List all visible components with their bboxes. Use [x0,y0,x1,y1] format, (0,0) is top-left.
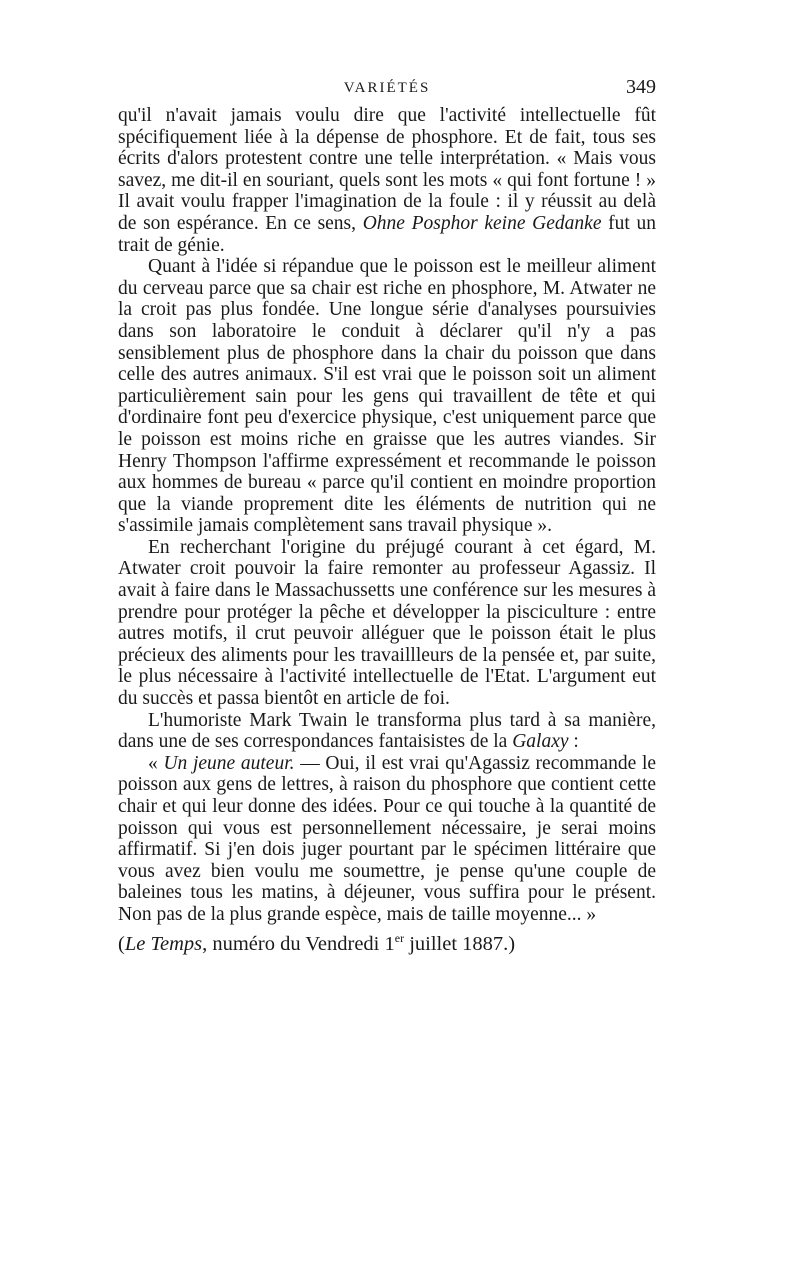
citation-source: Le Temps [124,932,203,955]
paragraph-4: L'humoriste Mark Twain le transforma plus tard à sa manière, dans une de ses correspondances fantaisistes de la Galaxy : [118,709,656,753]
italic-speaker: Un jeune auteur. [163,752,295,774]
page-number: 349 [626,76,656,98]
source-citation: (Le Temps, numéro du Vendredi 1er juillet 1887.) [118,930,516,955]
paragraph-2: Quant à l'idée si répandue que le poisson est le meilleur aliment du cerveau parce que sa chair est riche en phosphore, M. Atwater ne la croit pas plus fondée. Une longue série d'analyses poursuivies dans son laboratoire le conduit à déclarer qu'il n'y a pas sensiblement plus de phosphore dans la chair du poisson que dans celle des autres animaux. S'il est vrai que le poisson soit un aliment particulièrement sain pour les gens qui travaillent de tête et qui d'ordinaire font peu d'exercice physique, c'est uniquement parce que le poisson est moins riche en graisse que les autres viandes. Sir Henry Thompson l'affirme expressément et recommande le poisson aux hommes de bureau « parce qu'il contient en moindre proportion que la viande proprement dite les éléments de nutrition qui ne s'assimile jamais complètement sans travail physique ». [118,256,656,537]
italic-phrase: Ohne Posphor keine Gedanke [362,212,602,234]
body-text [118,105,656,955]
running-title: VARIÉTÉS [343,80,431,96]
paragraph-1: qu'il n'avait jamais voulu dire que l'activité intellectuelle fût spécifiquement liée à la dépense de phosphore. Et de fait, tous ses écrits d'alors protestent contre une telle interprétation. « Mais vous savez, me dit-il en souriant, quels sont les mots « qui font fortune ! » Il avait voulu frapper l'imagination de la foule : il y réussit au delà de son espérance. En ce sens, Ohne Posphor keine Gedanke fut un trait de génie. [118,105,656,256]
paragraph-5: « Un jeune auteur. — Oui, il est vrai qu'Agassiz recommande le poisson aux gens de lettres, à raison du phosphore que contient cette chair et qui leur donne des idées. Pour ce qui touche à la quantité de poisson qui vous est personnellement nécessaire, je serai moins affirmatif. Si j'en dois juger pourtant par le spécimen littéraire que vous avez bien voulu me soumettre, je pense qu'une couple de baleines tous les matins, à déjeuner, vous suffira pour le présent. Non pas de la plus grande espèce, mais de taille moyenne... » [118,752,657,925]
running-head [118,76,656,104]
italic-title: Galaxy [512,731,569,753]
paragraph-3: En recherchant l'origine du préjugé courant à cet égard, M. Atwater croit pouvoir la faire remonter au professeur Agassiz. Il avait à faire dans le Massachussetts une conférence sur les mesures à prendre pour protéger la pêche et développer la pisciculture : entre autres motifs, il crut peuvoir alléguer que le poisson était le plus précieux des aliments pour les travaillleurs de la pensée et, par suite, le plus nécessaire à l'activité intellectuelle de l'Etat. L'argument eut du succès et passa bientôt en article de foi. [118,536,656,710]
